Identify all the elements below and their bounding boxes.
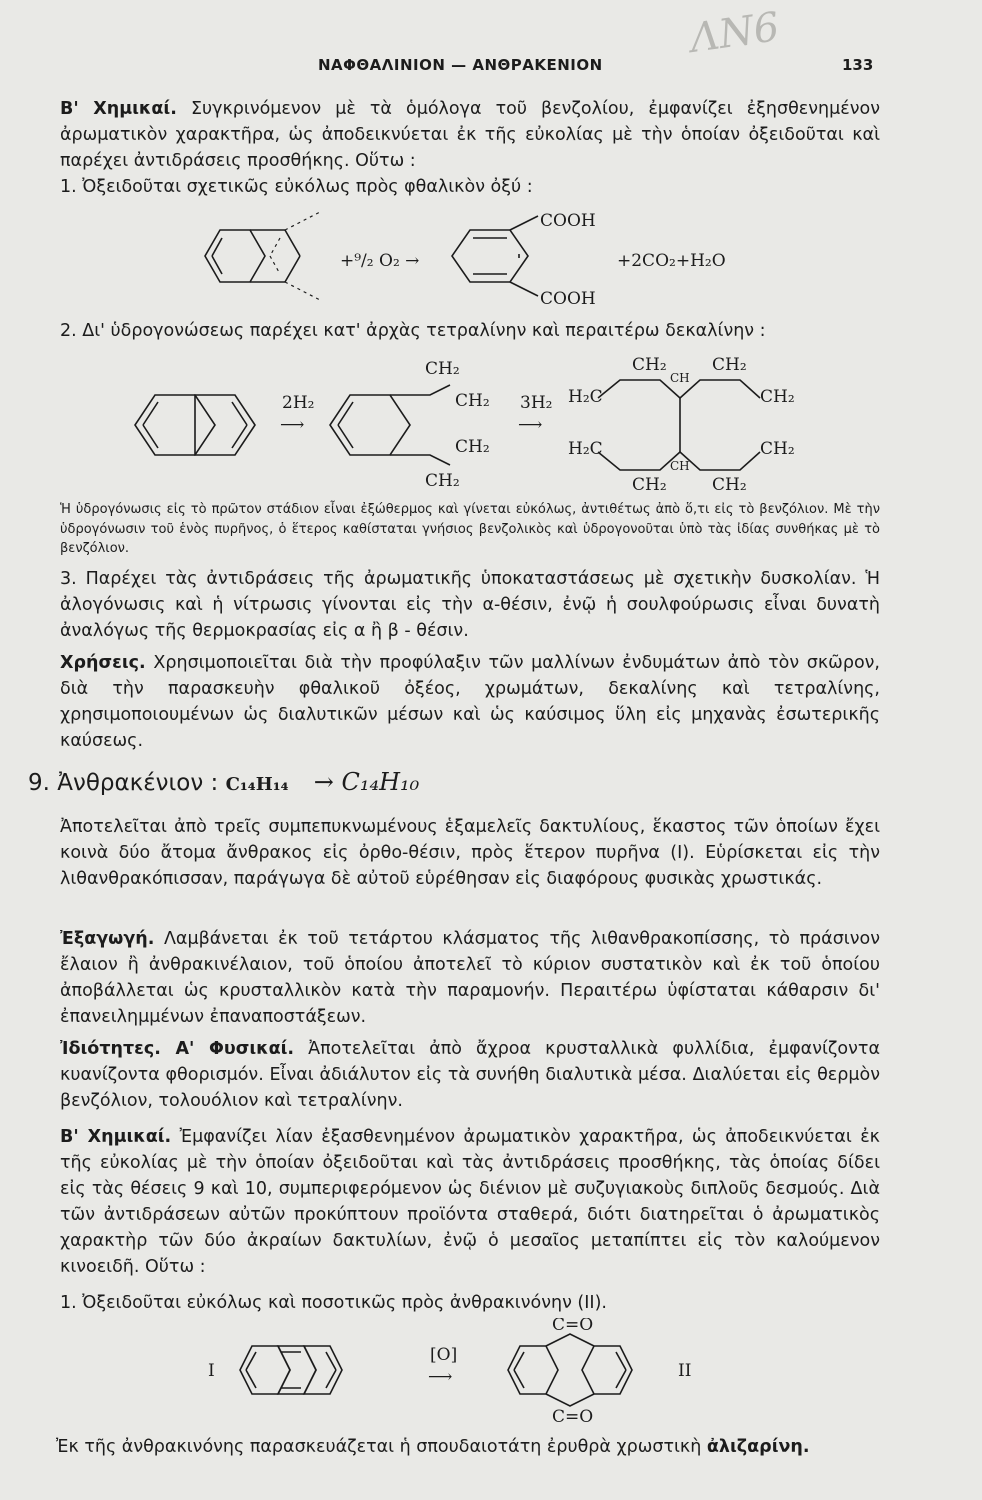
anthraquinone-structure xyxy=(508,1334,632,1406)
extraction-heading: Ἐξαγωγή. xyxy=(60,929,155,949)
anthracene-formula: C₁₄H₁₄ xyxy=(225,774,289,795)
naphthalene-chemical-heading: Β' Χημικαί. xyxy=(60,99,177,119)
tetralin-right1: CH₂ xyxy=(455,391,490,411)
handwritten-mark: ΛΝ6 xyxy=(687,4,783,62)
hydrogenation-equation xyxy=(120,350,820,500)
properties-text: Ἀποτελεῖται ἀπὸ ἄχροα κρυσταλλικὰ φυλλίδια, ἐμφανίζοντα κυανίζοντα φθορισμόν. Εἶναι ἀδιάλυτον εἰς τὰ συνήθη διαλυτικὰ μέσα. Διαλύεται εἰς θερμὸν βενζόλιον, τολουόλιον καὶ τετραλίνην. xyxy=(60,1039,880,1111)
header-title: ΝΑΦΘΑΛΙΝΙΟΝ — ΑΝΘΡΑΚΕΝΙΟΝ xyxy=(318,56,603,74)
tetralin-top: CH₂ xyxy=(425,359,460,379)
decalin-ch-top: CH xyxy=(670,371,690,385)
carbonyl-top: C=O xyxy=(552,1318,594,1335)
alizarin-word: ἀλιζαρίνη. xyxy=(706,1437,810,1457)
final-sentence xyxy=(56,1434,896,1460)
carbonyl-bottom: C=O xyxy=(552,1407,594,1427)
anthracene-section-heading xyxy=(28,768,419,796)
extraction-text: Λαμβάνεται ἐκ τοῦ τετάρτου κλάσματος τῆς λιθανθρακοπίσσης, τὸ πράσινον ἔλαιον ἢ ἀνθρακινέλαιον, τοῦ ὁποίου ἀποτελεῖ τὸ κύριον συστατικὸν καὶ ἐκ τοῦ ὁποίου ἀποβάλλεται ὡς κρυσταλλικὸν κατὰ τὴν παραμονήν. Περαιτέρω ὑφίσταται κάθαρσιν δι' ἐπανειλημμένων ἐπαναποστάξεων. xyxy=(60,929,880,1027)
anthraquinone-equation xyxy=(190,1318,750,1428)
naphthalene-structure-2 xyxy=(135,395,255,455)
hydrogenation-step2: 3H₂ xyxy=(520,393,553,413)
tetralin-structure xyxy=(330,385,450,465)
decalin-ch-bottom: CH xyxy=(670,459,690,473)
hydrogenation-step1: 2H₂ xyxy=(282,393,315,413)
decalin-left1: H₂C xyxy=(568,387,603,407)
decalin-right1: CH₂ xyxy=(760,387,795,407)
anthracene-chemical-paragraph xyxy=(60,1124,880,1280)
decalin-bottom-right: CH₂ xyxy=(712,475,747,495)
oxidation-reagent: +⁹/₂ O₂ → xyxy=(340,251,420,271)
oxidation-reagent-o: [O] xyxy=(430,1345,458,1365)
tetralin-bottom: CH₂ xyxy=(425,471,460,491)
naphthalene-item-3: 3. Παρέχει τὰς ἀντιδράσεις τῆς ἀρωματικῆς ὑποκαταστάσεως μὲ σχετικὴν δυσκολίαν. Ἡ ἀλογόνωσις καὶ ἡ νίτρωσις γίνονται εἰς τὴν α-θέσιν, ἐνῷ ἡ σουλφούρωσις εἶναι δυνατὴ ἀναλόγως τῆς θερμοκρασίας εἰς α ἢ β - θέσιν. xyxy=(60,569,880,641)
anthracene-chemical-heading: Β' Χημικαί. xyxy=(60,1127,172,1147)
anthracene-item-1: 1. Ὀξειδοῦται εὐκόλως καὶ ποσοτικῶς πρὸς ἀνθρακινόνην (II). xyxy=(60,1293,607,1313)
hydrogenation-arrow1: ⟶ xyxy=(280,415,305,435)
page-number: 133 xyxy=(842,56,874,74)
phthalic-acid-structure xyxy=(452,216,538,296)
label-anthracene: I xyxy=(208,1361,215,1381)
cooh-bottom: COOH xyxy=(540,289,596,309)
anthracene-intro: Ἀποτελεῖται ἀπὸ τρεῖς συμπεπυκνωμένους ἑξαμελεῖς δακτυλίους, ἕκαστος τῶν ὁποίων ἔχει κοινὰ δύο ἄτομα ἄνθρακος εἰς ὀρθο-θέσιν, πρὸς ἕτερον πυρῆνα (I). Εὑρίσκεται εἰς τὴν λιθανθρακόπισσαν, παράγωγα δὲ αὐτοῦ εὑρέθησαν εἰς διαφόρους φυσικὰς χρωστικάς. xyxy=(60,817,880,889)
anthracene-title: 9. Ἀνθρακένιον : xyxy=(28,770,219,796)
naphthalene-chemical-paragraph xyxy=(60,96,880,174)
uses-paragraph xyxy=(60,650,880,754)
uses-text: Χρησιμοποιεῖται διὰ τὴν προφύλαξιν τῶν μαλλίνων ἐνδυμάτων ἀπὸ τὸν σκῶρον, διὰ τὴν παρασκευὴν φθαλικοῦ ὀξέος, χρωμάτων, δεκαλίνης καὶ τετραλίνης, χρησιμοποιουμένων ὡς διαλυτικῶν μέσων καὶ ὡς καύσιμος ὕλη εἰς μηχανὰς ἐσωτερικῆς καύσεως. xyxy=(60,653,880,751)
cooh-top: COOH xyxy=(540,211,596,231)
uses-heading: Χρήσεις. xyxy=(60,653,146,673)
decalin-structure xyxy=(598,380,760,470)
oxidation-equation xyxy=(170,208,790,313)
final-text: Ἐκ τῆς ἀνθρακινόνης παρασκευάζεται ἡ σπουδαιοτάτη ἐρυθρὰ χρωστικὴ xyxy=(56,1437,702,1457)
handwritten-correction: → C₁₄H₁₀ xyxy=(313,768,420,796)
anthraquinone-arrow: ⟶ xyxy=(428,1367,453,1387)
oxidation-products: +2CO₂+H₂O xyxy=(617,251,726,271)
label-anthraquinone: II xyxy=(678,1361,692,1381)
naphthalene-item-2: 2. Δι' ὑδρογονώσεως παρέχει κατ' ἀρχὰς τετραλίνην καὶ περαιτέρω δεκαλίνην : xyxy=(60,321,766,341)
decalin-top-left: CH₂ xyxy=(632,355,667,375)
naphthalene-item-1: 1. Ὀξειδοῦται σχετικῶς εὐκόλως πρὸς φθαλικὸν ὀξύ : xyxy=(60,177,533,197)
extraction-paragraph xyxy=(60,926,880,1030)
anthracene-chemical-text: Ἐμφανίζει λίαν ἐξασθενημένον ἀρωματικὸν χαρακτῆρα, ὡς ἀποδεικνύεται ἐκ τῆς εὐκολίας μὲ τὴν ὁποίαν ὀξειδοῦται καὶ τὰς ἀντιδράσεις προσθήκης, τὰς ὁποίας δίδει εἰς τὰς θέσεις 9 καὶ 10, συμπεριφερόμενον ὡς διένιον μὲ συζυγιακοὺς διπλοῦς δεσμούς. Διὰ τῶν ἀντιδράσεων αὐτῶν προκύπτουν προϊόντα σταθερά, διότι διατηρεῖται ὁ ἀρωματικὸς χαρακτὴρ τῶν δύο ἀκραίων δακτυλίων, ἐνῷ ὁ μεσαῖος μεταπίπτει εἰς τὸν καλούμενον κινοειδῆ. Οὕτω : xyxy=(60,1127,880,1277)
decalin-top-right: CH₂ xyxy=(712,355,747,375)
tetralin-right2: CH₂ xyxy=(455,437,490,457)
naphthalene-chemical-text: Συγκρινόμενον μὲ τὰ ὁμόλογα τοῦ βενζολίου, ἐμφανίζει ἐξησθενημένον ἀρωματικὸν χαρακτῆρα, ὡς ἀποδεικνύεται ἐκ τῆς εὐκολίας μὲ τὴν ὁποίαν ὀξειδοῦται καὶ παρέχει ἀντιδράσεις προσθήκης. Οὕτω : xyxy=(60,99,880,171)
running-header xyxy=(0,52,982,82)
decalin-left2: H₂C xyxy=(568,439,603,459)
decalin-right2: CH₂ xyxy=(760,439,795,459)
hydrogenation-note: Ἡ ὑδρογόνωσις εἰς τὸ πρῶτον στάδιον εἶναι ἐξώθερμος καὶ γίνεται εὐκόλως, ἀντιθέτως ἀπὸ ὅ,τι εἰς τὸ βενζόλιον. Μὲ τὴν ὑδρογόνωσιν τοῦ ἑνὸς πυρῆνος, ὁ ἕτερος καθίσταται γνήσιος βενζολικὸς καὶ ὑδρογονοῦται ὑπὸ τὰς ἰδίας συνθήκας μὲ τὸ βενζόλιον. xyxy=(60,502,880,556)
properties-paragraph xyxy=(60,1036,880,1114)
hydrogenation-arrow2: ⟶ xyxy=(518,415,543,435)
anthracene-structure xyxy=(240,1346,342,1394)
decalin-bottom-left: CH₂ xyxy=(632,475,667,495)
properties-heading: Ἰδιότητες. Α' Φυσικαί. xyxy=(60,1039,295,1059)
naphthalene-structure xyxy=(205,212,320,300)
